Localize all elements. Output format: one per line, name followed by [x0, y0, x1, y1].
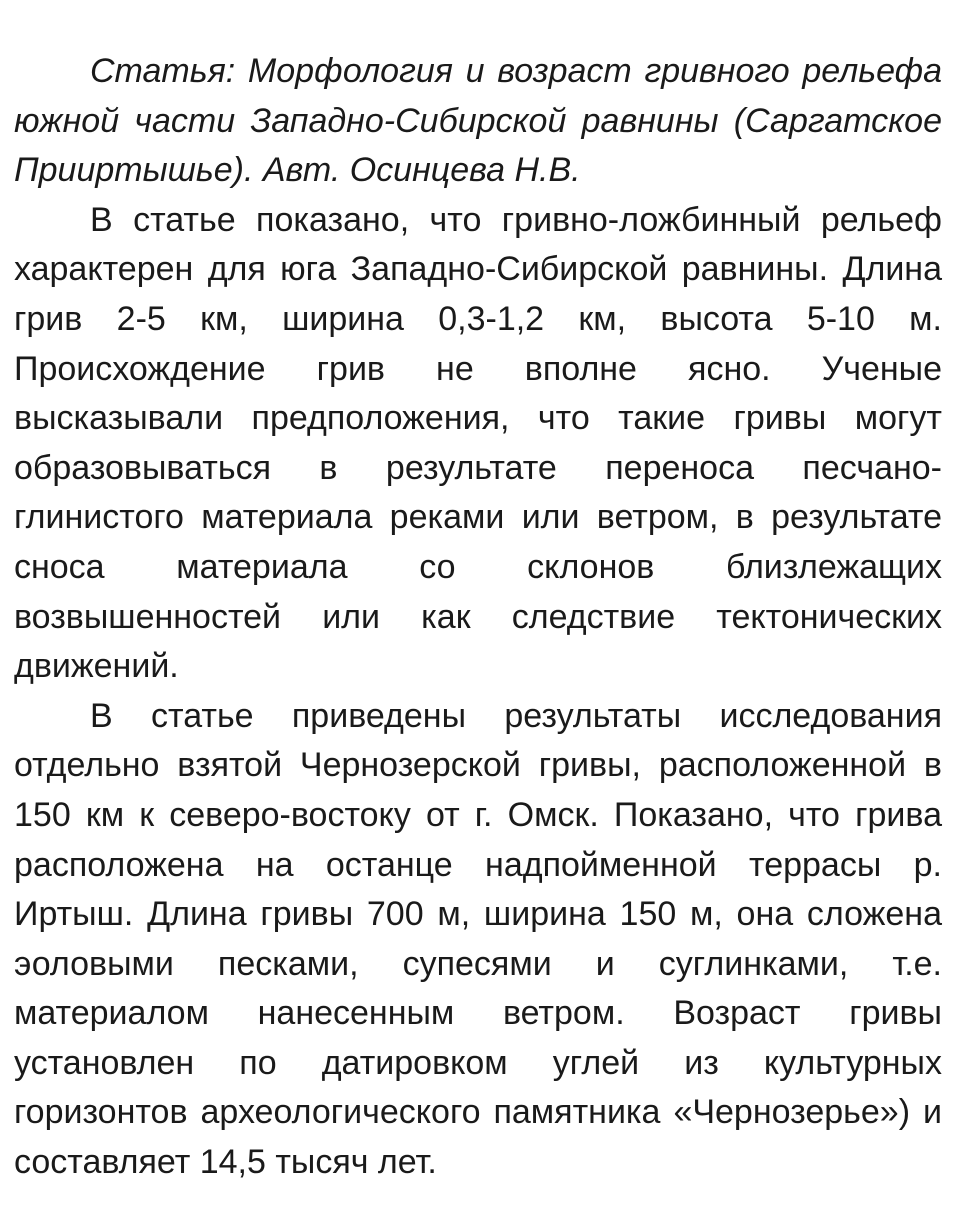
paragraph-summary: В статье показано, что гривно-ложбинный рельеф характерен для юга Западно-Сибирской равнины. Длина грив 2-5 км, ширина 0,3-1,2 км, высота 5-10 м. Происхождение грив не вполне ясно. Ученые высказывали предположения, что такие гривы могут образовываться в результате переноса песчано-глинистого материала реками или ветром, в результате сноса материала со склонов близлежащих возвышенностей или как следствие тектонических движений.	[14, 200, 942, 686]
paragraph-results: В статье приведены результаты исследования отдельно взятой Чернозерской гривы, расположенной в 150 км к северо-востоку от г. Омск. Показано, что грива расположена на останце надпойменной террасы р. Иртыш. Длина гривы 700 м, ширина 150 м, она сложена эоловыми песками, супесями и суглинками, т.е. материалом нанесенным ветром. Возраст гривы установлен по датировком углей из культурных горизонтов археологического памятника «Чернозерье») и составляет 14,5 тысяч лет.	[14, 696, 942, 1182]
article-title: Статья: Морфология и возраст гривного рельефа южной части Западно-Сибирской равнины (Саргатское Прииртышье). Авт. Осинцева Н.В.	[14, 52, 942, 190]
